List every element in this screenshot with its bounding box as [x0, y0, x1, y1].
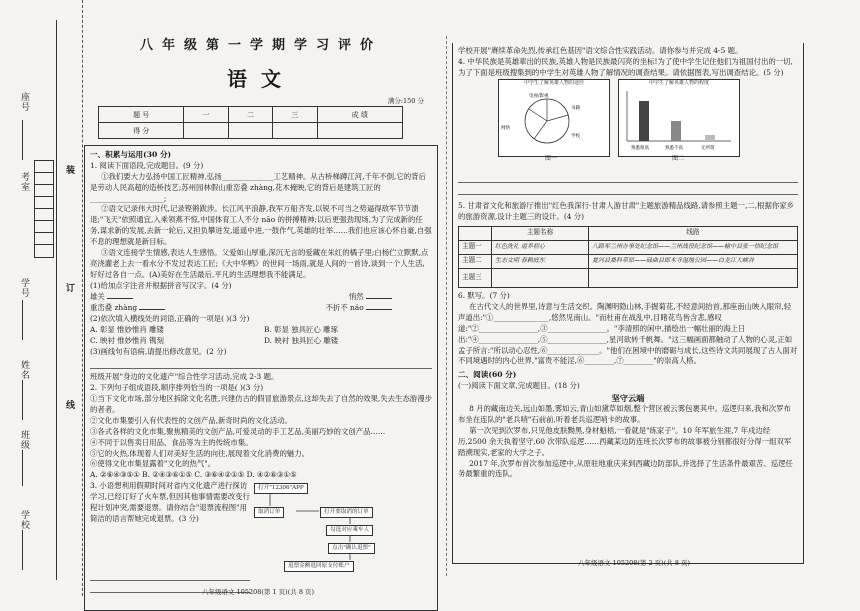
- q2-options[interactable]: A. ②⑥④③⑤① B. ②④③⑥①⑤ C. ③⑥④②①⑤ D. ④②⑥③①⑤: [90, 470, 297, 480]
- route-theme-label: 主题一: [459, 240, 492, 254]
- student-no-label: 学号: [19, 278, 29, 298]
- activity-intro: 学校开展"赓续革命先烈,传承红色基因"语文综合性实践活动。请你参与并完成 4-5 题。: [458, 46, 743, 55]
- route-header-cell: [459, 226, 492, 240]
- fig1-caption: 图一: [544, 154, 557, 162]
- score-header-cell: 一: [184, 107, 228, 123]
- route-theme-name-input[interactable]: [492, 268, 589, 287]
- score-cell[interactable]: [273, 123, 317, 139]
- route-header-cell: 线路: [589, 226, 798, 240]
- essay-paragraph: 2017 年,次罗布首次参加巡逻中,从原驻地重庆来到西藏边防部队,并选择了生活条件最艰苦、巡逻任务最繁重的连队。: [458, 458, 793, 479]
- option-a[interactable]: A. 彰显 惟妙惟肖 雕镂: [90, 324, 164, 334]
- route-path-input[interactable]: [589, 268, 798, 287]
- footer-right: 八年级语文 105208(第 2 页)(共 8 页): [578, 559, 691, 567]
- route-theme-name: 红色洗礼 道养初心: [492, 240, 589, 254]
- q1-para1: ①我们要大力弘扬中国工匠精神,弘扬______________工艺精神。从古桥梯蹲江河,千年不倒,它的背后是劳动人民高超的造桥技艺;苏州园林假山重峦叠 zhàng,花木掩映,它的背后是建筑工匠的____________________;: [90, 171, 426, 203]
- q6-heading: 6. 默写。(7 分): [458, 290, 510, 300]
- zhuang-mark: 装: [64, 165, 74, 175]
- part2-heading: 二、阅读(60 分): [458, 370, 517, 380]
- q2-sentence: ④不同于以售卖日用品、食品等为主的传统市集。: [90, 437, 253, 447]
- q2-sentence: ③各式各样的文化市集,聚焦精美的文创产品,可爱灵动的手工艺品,美丽巧妙的文创产品……: [90, 426, 386, 436]
- part1-heading: 一、积累与运用(30 分): [90, 150, 172, 160]
- chart1-label: 网络: [501, 126, 510, 132]
- route-theme-label: 主题二: [459, 254, 492, 268]
- full-mark: 满分:150 分: [387, 96, 424, 105]
- route-header-cell: 主题名称: [492, 226, 589, 240]
- chart2-cat: 熟悉不高: [665, 146, 683, 152]
- q3-text: 3. 小语想利用假期时间对省内文化遗产进行探访学习,已经订好了火车票,但因其他事情需要改变行程计划冲突,需要退票。请你结合"退票流程图"用简洁的语言帮她完成退票。(3 分): [90, 481, 250, 524]
- q1-para2: ②语文记录伟大时代,记录铿锵跋涉。长江风平浪静,我军万船齐发,以锐不可当之势逼得敌军节节溃退;"飞天"依照通宜,入乘领燕不惊,中国体育工人不分 nāo 的拼搏精神;以后更强劲现场,为了完成新的任务,谋求新的发展,去新一轮后,又担负攀进发,遥遥中进,一鼓作气,英雄的壮举……我们也应该心怀自豪,自强不息的理想就是新目标。: [90, 204, 432, 247]
- binding-line: [56, 20, 57, 580]
- option-d[interactable]: D. 映衬 独具匠心 雕镂: [264, 335, 339, 345]
- answer-blank[interactable]: [366, 309, 392, 310]
- q2-heading: 2. 下列句子组成语段,顺序排列恰当的一项是( )(3 分): [90, 382, 264, 392]
- answer-blank[interactable]: [366, 298, 392, 299]
- seat-no-label: 座号: [19, 92, 29, 112]
- q1-heading: 1. 阅读下面语段,完成题目。(9 分): [90, 160, 204, 170]
- word-3: 重峦叠 zhàng: [90, 303, 138, 313]
- q1-word-row: [90, 292, 432, 303]
- flow-step-6: 退票金额退回原支付账户: [284, 561, 354, 571]
- q4-figures: [458, 79, 798, 163]
- route-path: 夏河县桑科草原——碌曲县郎木寺湿地公园——白龙江大峡谷: [589, 254, 798, 268]
- chart1-label: 电视/影视: [529, 94, 549, 100]
- option-c[interactable]: C. 映衬 惟妙惟肖 镌刻: [90, 335, 164, 345]
- q5-text: 5. 甘肃省文化和旅游厅推出"红色我深行·甘肃人游甘肃"主题旅游精品线路,请参照主题一,二,根据你家乡的旅游资源,设计主题三的设计。(4 分): [458, 200, 795, 221]
- q4-answer-lines[interactable]: [458, 171, 798, 195]
- q2-intro: 班级开展"身边的文化遗产"综合性学习活动,完成 2-3 题。: [90, 371, 279, 381]
- student-no-boxes[interactable]: [34, 160, 54, 258]
- flow-step-2: 取消订单: [254, 507, 284, 517]
- chart2-title: 中学生了解英雄人物的程度: [648, 79, 709, 86]
- page-left: [84, 30, 438, 611]
- name-line: [22, 380, 23, 420]
- q2-sentence: ⑥使得文化市集显露着"文化的热气"。: [90, 459, 216, 469]
- school-label: 学校: [19, 510, 29, 530]
- score-row-label: 得 分: [99, 123, 184, 139]
- q1-word-row: [90, 303, 432, 314]
- chart1-title: 中学生了解英雄人物的途径: [523, 79, 584, 86]
- q1-para3: ③语文连接学生情感,表达人生感悟。父爱如山厚重,深沉无言的爱藏在朱红的橘子里;白杨伫立默默,点亮浇灌老上去一看水分不发过表达工匠;《大中华鸭》的世间一场雨,就是人间的一首诗,谈到一个人生活,好好过各自一点。(A)美好在生活最后,平凡的生活理想我不能满足。: [90, 248, 429, 280]
- score-header-cell: 三: [273, 107, 317, 123]
- reading1-heading: (一)阅读下面文章,完成题目。(18 分): [458, 380, 580, 390]
- subject-title: 语文: [227, 67, 295, 92]
- word-2: 悄然: [348, 292, 364, 302]
- part1-box: [84, 145, 438, 611]
- answer-line[interactable]: [90, 358, 432, 369]
- chart2-frame: [618, 79, 740, 157]
- chart1-label: 书籍: [571, 106, 580, 112]
- score-cell[interactable]: [228, 123, 272, 139]
- chart1-frame: [498, 79, 610, 157]
- q2-sentence: ①当下文化市场,部分地区拆除文化名胜,兴建仿古的假冒旅游景点,这却失去了自然的效果,失去生态游漫步的者者。: [90, 393, 432, 414]
- score-cell[interactable]: [184, 123, 228, 139]
- footer-left: 八年级语文 105208(第 1 页)(共 8 页): [202, 588, 315, 596]
- ding-mark: 订: [64, 283, 74, 293]
- chart2-cat: 熟悉很高: [631, 146, 649, 152]
- xian-mark: 线: [64, 400, 74, 410]
- score-header-cell: 题 号: [99, 107, 184, 123]
- chart2-cat: 无所谓: [701, 146, 715, 152]
- flow-step-4: 勾选对应乘车人: [326, 525, 373, 535]
- q4-text: 4. 中华民族是英雄辈出的民族,英雄人物是民族最闪亮的坐标!为了使中学生记住他们为祖国付出的一切,为了下面是班级搜集到的中学生对英雄人物了解情况的调查结果。请依据图表,写出调查结论。(5 分): [458, 56, 793, 77]
- q3-block: [90, 481, 432, 569]
- q1-sub2: (2)依次填入横线处的词语,正确的一项是( )(3 分): [90, 314, 250, 324]
- name-label: 姓名: [19, 360, 29, 380]
- option-b[interactable]: B. 彰显 独具匠心 雕琢: [264, 324, 338, 334]
- page-right: [452, 40, 804, 564]
- q2-sentence: ⑤它的火热,体现着人们对美好生活的向往,展现着文化消费的魅力。: [90, 448, 310, 458]
- part1-box-continued: [452, 43, 804, 564]
- flow-arrows: [250, 481, 430, 571]
- flow-step-5: 点击"确认退票": [328, 543, 375, 553]
- chart1-pie: [499, 87, 607, 151]
- fig2-caption: 图二: [671, 154, 684, 162]
- bar-familiar-high: [639, 101, 649, 141]
- flow-step-3: 打开要取消的订单: [320, 507, 373, 517]
- chart1-label: 学校: [571, 134, 580, 140]
- essay-paragraph: 8 月的藏南边关,远山如墨,雾如云,青山如黛草如烟,整个营区被云雾包裹其中。巡逻归来,我和次罗布布坐在连队的"老兵哨"石前前,听着老兵巡逻哨卡的故事。: [458, 403, 791, 424]
- q1-options: [90, 325, 432, 347]
- word-4: 不折不 náo: [325, 303, 364, 313]
- chart2-bars: [619, 87, 737, 151]
- exam-title: 八年级第一学期学习评价: [139, 38, 382, 53]
- exam-room-label: 考室: [19, 172, 29, 192]
- essay-paragraph: 第一次见到次罗布,只见他皮肤黝黑,身材魁梧,一看就是"练家子"。10 年军旅生涯,7 年戍边经历,2500 余天执着坚守,60 次带队巡逻……西藏某边防连班长次罗布的故事被分别都很好分得一组双军踏溯现实,老家的大学之子。: [458, 425, 792, 457]
- bar-indifferent: [705, 135, 715, 141]
- route-path: 八路军兰州办事处纪念馆——兰州战役纪念馆——榆中县张一悟纪念馆: [589, 240, 798, 254]
- word-1: 雄关: [90, 292, 105, 302]
- seat-no-line: [22, 120, 23, 160]
- score-cell[interactable]: [317, 123, 402, 139]
- q1-sub1: (1)给加点字注音并根据拼音写汉字。(4 分): [90, 281, 232, 291]
- q2-sentence: ②文化市集要引入有代表性的文创产品,新奇时尚的文化活动。: [90, 415, 292, 425]
- essay-title: 坚守云端: [611, 392, 645, 403]
- answer-blank[interactable]: [139, 309, 165, 310]
- score-header-cell: 成 绩: [317, 107, 402, 123]
- fold-line: [446, 36, 447, 576]
- q1-sub3: (3)画线句有语病,请提出修改意见。(2 分): [90, 346, 227, 356]
- student-no-line: [22, 300, 23, 340]
- route-theme-label: 主题三: [459, 268, 492, 287]
- class-line: [22, 450, 23, 486]
- binding-strip: [0, 0, 83, 596]
- bar-familiar-low: [671, 121, 681, 141]
- q6-text: 在古代文人的世界里,诗意与生活交织。陶渊明隐山林,手握菊花,不经意间抬首,那座南山映入眼帘,轻声道出:"①_______________,悠然见南山。"而杜甫在战乱中,目睹花鸟皆含悲,感叹道:"②________________,③________________。"李清照的闲中,描绘出一幅壮丽的海上日出:"④________________,⑤________________,星河欲转千帆舞。"这三幅画面都触动了人物的心灵,正如孟子所言:"所以动心忍性,⑥______________。"他们在困境中的磨砺与成长,这些诗文共同展现了古人面对不同境遇时的内心世界,"富贵不能淫,⑥________,⑦________"的崇高人格。: [458, 301, 798, 366]
- route-table: [458, 226, 798, 288]
- score-table: [98, 106, 403, 139]
- route-theme-name: 生态文明 春赖庭东: [492, 254, 589, 268]
- flow-step-1: 打开"12306"APP: [254, 483, 308, 493]
- class-label: 班级: [19, 430, 29, 450]
- answer-blank[interactable]: [107, 298, 133, 299]
- refund-flowchart: [250, 481, 432, 569]
- score-header-cell: 二: [228, 107, 272, 123]
- school-line: [22, 530, 23, 570]
